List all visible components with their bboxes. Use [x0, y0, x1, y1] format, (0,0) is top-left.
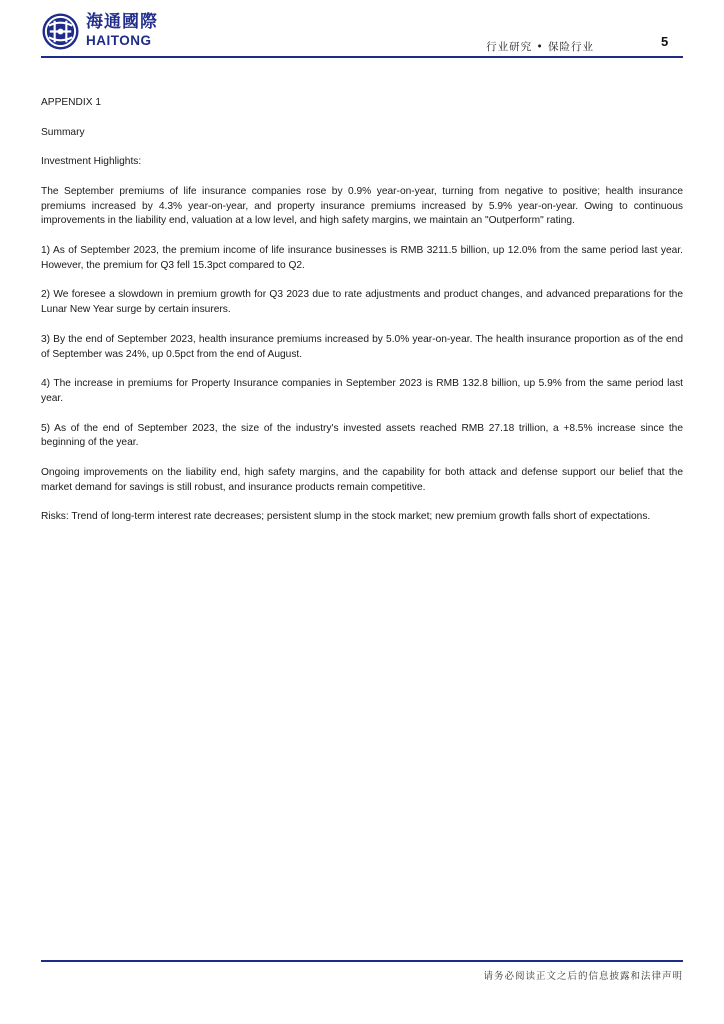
- highlight-paragraph: Ongoing improvements on the liability end, high safety margins, and the capability for both attack and defense support our belief that the market demand for savings is still robust, and insurance products remain competitive.: [41, 466, 683, 493]
- logo-english-name: HAITONG: [86, 33, 152, 49]
- header-divider: [41, 56, 683, 58]
- logo-chinese-name: 海通國際: [86, 12, 158, 33]
- haitong-logo: [41, 11, 171, 51]
- highlight-paragraph: 1) As of September 2023, the premium income of life insurance businesses is RMB 3211.5 billion, up 12.0% from the same period last year. However, the premium for Q3 fell 15.3pct compared to Q2.: [41, 244, 683, 271]
- report-body: [41, 96, 683, 540]
- appendix-label: APPENDIX 1: [41, 97, 102, 108]
- footer-divider: [41, 960, 683, 962]
- risks-paragraph: Risks: Trend of long-term interest rate decreases; persistent slump in the stock market; new premium growth falls short of expectations.: [41, 511, 651, 523]
- highlight-paragraph: 5) As of the end of September 2023, the size of the industry's invested assets reached RMB 27.18 trillion, a +8.5% increase since the beginning of the year.: [41, 422, 683, 449]
- section-title: 行业研究 • 保险行业: [486, 41, 594, 53]
- haitong-emblem-icon: [41, 12, 80, 51]
- highlight-paragraph: 3) By the end of September 2023, health insurance premiums increased by 5.0% year-on-year. The health insurance proportion as of the end of September was 24%, up 0.5pct from the end of August.: [41, 333, 683, 360]
- highlight-paragraph: 4) The increase in premiums for Property Insurance companies in September 2023 is RMB 132.8 billion, up 5.9% from the same period last year.: [41, 378, 683, 404]
- highlights-heading: Investment Highlights:: [41, 156, 142, 168]
- page-number: 5: [661, 34, 669, 49]
- legal-disclaimer: 请务必阅读正文之后的信息披露和法律声明: [483, 971, 683, 982]
- highlight-paragraph: 2) We foresee a slowdown in premium growth for Q3 2023 due to rate adjustments and product changes, and advanced preparations for the Lunar New Year surge by certain insurers.: [41, 289, 683, 316]
- summary-heading: Summary: [41, 126, 85, 138]
- highlight-paragraph: The September premiums of life insurance companies rose by 0.9% year-on-year, turning from negative to positive; health insurance premiums increased by 4.3% year-on-year, and property insurance premiums increased by 5.9% year-on-year. Owing to continuous improvements in the liability end, valuation at a low level, and high safety margins, we maintain an "Outperform" rating.: [41, 185, 683, 227]
